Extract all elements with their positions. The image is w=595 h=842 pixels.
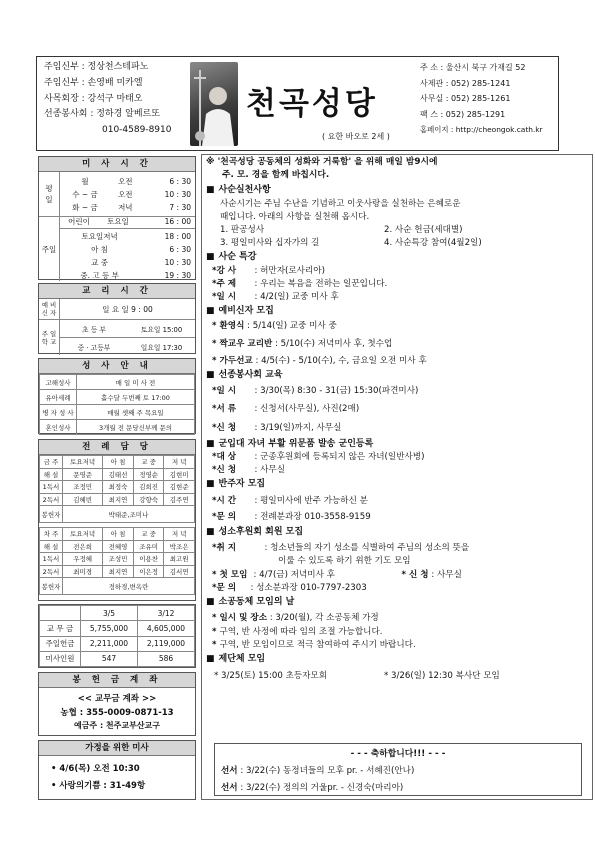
lenten-lecture-heading: ■ 사순 특강 — [206, 251, 590, 264]
children-mass: 어린이 — [68, 217, 90, 226]
vocation-support-heading: ■ 성소후원회 회원 모집 — [206, 526, 590, 539]
catechumen-recruit-heading: ■ 예비신자 모집 — [206, 305, 590, 318]
table-row: 토요일저녁 18 : 00 — [81, 232, 191, 241]
organist-recruit-heading: ■ 반주자 모집 — [206, 478, 590, 491]
contact-rectory: 사제관 : 052) 285-1241 — [420, 78, 511, 88]
catechumen-item: * 짝교우 교리반 : 5/10(수) 저녁미사 후, 첫수업 — [206, 338, 590, 351]
catechism-title: 교 리 시 간 — [39, 284, 195, 299]
finance-box — [38, 604, 196, 668]
table-header-row: 금 주 토요저녁 아 침 교 중 저 녁 — [40, 456, 195, 469]
table-row: 봉헌자 정하경,변옥란 — [40, 578, 195, 595]
family-mass-box — [38, 740, 196, 800]
table-row: 2독서 김혜빈 최지연 강향숙 김주연 — [40, 493, 195, 506]
sacrament-box — [38, 358, 196, 434]
catechism-box: 교 리 시 간 예 비 신 자 일 요 일 9 : 00 주 일 학 교 초 등 부 토요일 15:00 중 · 고등부 일요일 17:30 — [38, 283, 196, 354]
lecture-item: * 일 시 : 4/2(일) 교중 미사 후 — [206, 291, 590, 304]
congratulations-box — [214, 743, 582, 796]
group-meeting-heading: ■ 제단체 모임 — [206, 653, 590, 666]
table-row: 혼인성사 3개월 전 문당신부께 문의 — [40, 420, 195, 435]
lent-item-row: 3. 평일미사와 십자가의 길 4. 사순특강 참여(4월2일) — [220, 238, 482, 249]
table-row: 화 ~ 금 저녁 7 : 30 — [72, 202, 191, 212]
small-community-item: * 구역, 반 모임이므로 적극 참여하여 주시기 바랍니다. — [206, 639, 590, 652]
sacrament-title: 성 사 안 내 — [39, 359, 195, 374]
sacrament-table — [39, 374, 195, 435]
military-item: * 대 상 : 군종후원회에 등록되지 않은 자녀(일반사병) — [206, 451, 590, 464]
funeral-item: * 일 시 : 3/30(목) 8:30 - 31(금) 15:30(파견미사) — [206, 385, 590, 398]
funeral-training-heading: ■ 선종봉사회 교육 — [206, 369, 590, 382]
table-row: 해 설 문영준 김태선 정영순 김현미 — [40, 468, 195, 481]
organist-item: * 시 간 : 평일미사에 반주 가능하신 분 — [206, 495, 590, 508]
catechumen-item: * 환영식 : 5/14(일) 교중 미사 중 — [206, 320, 590, 333]
table-row: 병 자 성 사 매월 셋째 주 목요일 — [40, 405, 195, 420]
weekday-mass-table — [60, 174, 195, 215]
table-row: 1독서 우정혜 조성민 이용찬 최고원 — [40, 553, 195, 566]
liturgy-duty-title: 전 례 담 당 — [39, 440, 195, 455]
duty-table-this-week — [39, 455, 195, 523]
sunday-label: 주일 — [39, 217, 60, 281]
table-row: 주일헌금 2,211,000 2,119,000 — [40, 636, 195, 651]
funeral-item: * 신 청 : 3/19(일)까지, 사무실 — [206, 422, 590, 435]
pope-photo — [190, 62, 238, 146]
sunday-school-label: 주 일 학 교 — [39, 320, 60, 355]
vocation-item-cont: 이룰 수 있도록 하기 위한 기도 모임 — [278, 556, 411, 567]
military-item: * 신 청 : 사무실 — [206, 464, 590, 477]
table-row: 월 오전 6 : 30 — [81, 176, 191, 186]
group-meeting-item: * 3/26(일) 12:30 복사단 모임 — [384, 671, 500, 682]
contact-address: 주 소 : 울산시 북구 가재길 52 — [420, 63, 526, 72]
small-community-heading: ■ 소공동체 모임의 날 — [206, 596, 590, 609]
header-contact-list — [420, 60, 543, 138]
catechumen-item: * 가두선교 : 4/5(수) - 5/10(수), 수, 금요일 오전 미사 후 — [206, 355, 590, 368]
table-row: 해 설 전은희 전혜영 조유미 박조은 — [40, 540, 195, 553]
table-row: 교 중 10 : 30 — [91, 258, 191, 267]
duty-table-next-week — [39, 527, 195, 595]
military-registration-heading: ■ 군입대 자녀 부활 위문품 발송 군인등록 — [206, 438, 590, 451]
small-community-item: * 구역, 반 사정에 따라 임의 조절 가능합니다. — [206, 626, 590, 639]
sunday-mass-table — [60, 229, 195, 283]
intro-line: ※ '천곡성당 공동체의 성화와 거룩함' 을 위해 매일 밤9시에 — [206, 157, 438, 167]
lecture-item: * 강 사 : 허만자(로사리아) — [206, 265, 590, 278]
lecture-item: * 주 제 : 우리는 복음을 전하는 일꾼입니다. — [206, 278, 590, 291]
finance-table — [39, 605, 195, 667]
table-row: 교 무 금 5,755,000 4,605,000 — [40, 621, 195, 636]
lent-practice-heading: ■ 사순실천사항 — [206, 184, 590, 197]
intro-line: 주. 모. 경을 함께 바칩시다. — [222, 170, 330, 181]
main-content — [206, 156, 590, 683]
table-row: 수 ~ 금 오전 10 : 30 — [72, 189, 191, 199]
table-row: 2독서 최미경 최지연 이은정 김서연 — [40, 565, 195, 578]
small-community-item: * 일시 및 장소 : 3/20(월), 각 소공동체 가정 — [206, 612, 590, 625]
table-row: 아 침 6 : 30 — [91, 245, 191, 254]
header-staff-line: 010-4589-8910 — [102, 125, 172, 136]
weekday-label: 평 일 — [39, 172, 60, 216]
header-staff-line: 주임신부 : 정상천스테파노 — [44, 62, 149, 72]
table-row: 유아세례 홀수달 두번째 토 17:00 — [40, 390, 195, 405]
table-row: 중. 고 등 부 19 : 30 — [80, 271, 191, 280]
table-row: 미사인원 547 586 — [40, 651, 195, 666]
offering-account-box — [38, 672, 196, 736]
vocation-item: * 문 의 : 성소분과장 010-7797-2303 — [206, 582, 590, 595]
table-header-row: 3/5 3/12 — [40, 606, 195, 621]
table-row: 1독서 조정민 최정숙 김희진 김현준 — [40, 481, 195, 494]
account-holder: 예금주 : 천주교부산교구 — [73, 721, 161, 730]
mass-times-box: 미 사 시 간 평 일 월 오전 6 : 30 수 ~ 금 오전 10 : 30 화 ~ 금 저녁 7 : 30 주일 어린이 토요일 16 : 00 토요일저녁 18 : 00 아 침 6 : 30 교 중 10 : 30 중. 고 등 부 19 : 30 — [38, 156, 196, 280]
parish-subtitle: ( 요한 바오로 2세 ) — [322, 132, 390, 141]
header-staff-line: 선종봉사회 : 정하경 알베르또 — [44, 109, 160, 120]
family-mass-title: 가정을 위한 미사 — [39, 741, 195, 756]
congratulations-item: 선서 : 3/22(수) 정의의 거울pr. - 신경숙(마리아) — [221, 783, 404, 793]
account-heading: << 교무금 계좌 >> — [77, 694, 157, 704]
table-row: 봉헌자 박태준,조미나 — [40, 506, 195, 523]
liturgy-duty-box — [38, 439, 196, 601]
catechumen-label: 예 비 신 자 — [39, 299, 60, 319]
account-number: 농협 : 355-0009-0871-13 — [60, 708, 174, 718]
congratulations-item: 선서 : 3/22(수) 동정녀들의 모후 pr. - 서혜진(안나) — [221, 766, 415, 776]
group-meeting-row — [206, 670, 590, 683]
header-staff-line: 사목회장 : 강석구 마태오 — [44, 93, 143, 104]
mass-times-title: 미 사 시 간 — [39, 157, 195, 172]
vocation-item: * 첫 모임 : 4/7(금) 저녁미사 후 * 신 청 : 사무실 — [206, 569, 590, 582]
lent-item-row: 1. 판공성사 2. 사순 헌금(세대별) — [220, 225, 463, 236]
contact-homepage[interactable]: 홈페이지 : http://cheongok.cath.kr — [420, 125, 543, 134]
offering-account-title: 봉 헌 금 계 좌 — [39, 673, 195, 688]
lent-practice-text: 사순시기는 주님 수난을 기념하고 이웃사랑을 실천하는 은혜로운 — [220, 198, 461, 209]
organist-item: * 문 의 : 전례분과장 010-3558-9159 — [206, 511, 590, 524]
group-meeting-item: * 3/25(토) 15:00 초등자모회 — [214, 671, 328, 682]
family-mass-item: • 4/6(목) 오전 10:30 — [51, 764, 140, 774]
vocation-item: * 취 지 : 청소년들의 자기 성소를 식별하여 주님의 성소의 뜻을 — [206, 542, 590, 555]
lent-practice-text: 때입니다. 아래의 사항을 실천해 옵시다. — [220, 211, 370, 222]
table-header-row: 차 주 토요저녁 아 침 교 중 저 녁 — [40, 528, 195, 541]
parish-title: 천곡성당 — [246, 86, 378, 122]
catechumen-time: 일 요 일 9 : 00 — [102, 304, 153, 314]
funeral-item: * 서 류 : 신청서(사무실), 사진(2매) — [206, 403, 590, 416]
contact-fax: 팩 스 : 052) 285-1291 — [420, 109, 506, 119]
header-staff-line: 주임신부 : 손영배 미카엘 — [44, 77, 143, 88]
congratulations-title: - - - 축하합니다!!! - - - — [350, 749, 446, 759]
table-row: 고해성사 매 일 미 사 전 — [40, 375, 195, 390]
family-mass-item: • 사랑의기쁨 : 31-49항 — [51, 781, 146, 791]
contact-office: 사무실 : 052) 285-1261 — [420, 94, 511, 103]
pope-figure-icon — [190, 62, 238, 146]
header-staff-list — [44, 60, 171, 139]
